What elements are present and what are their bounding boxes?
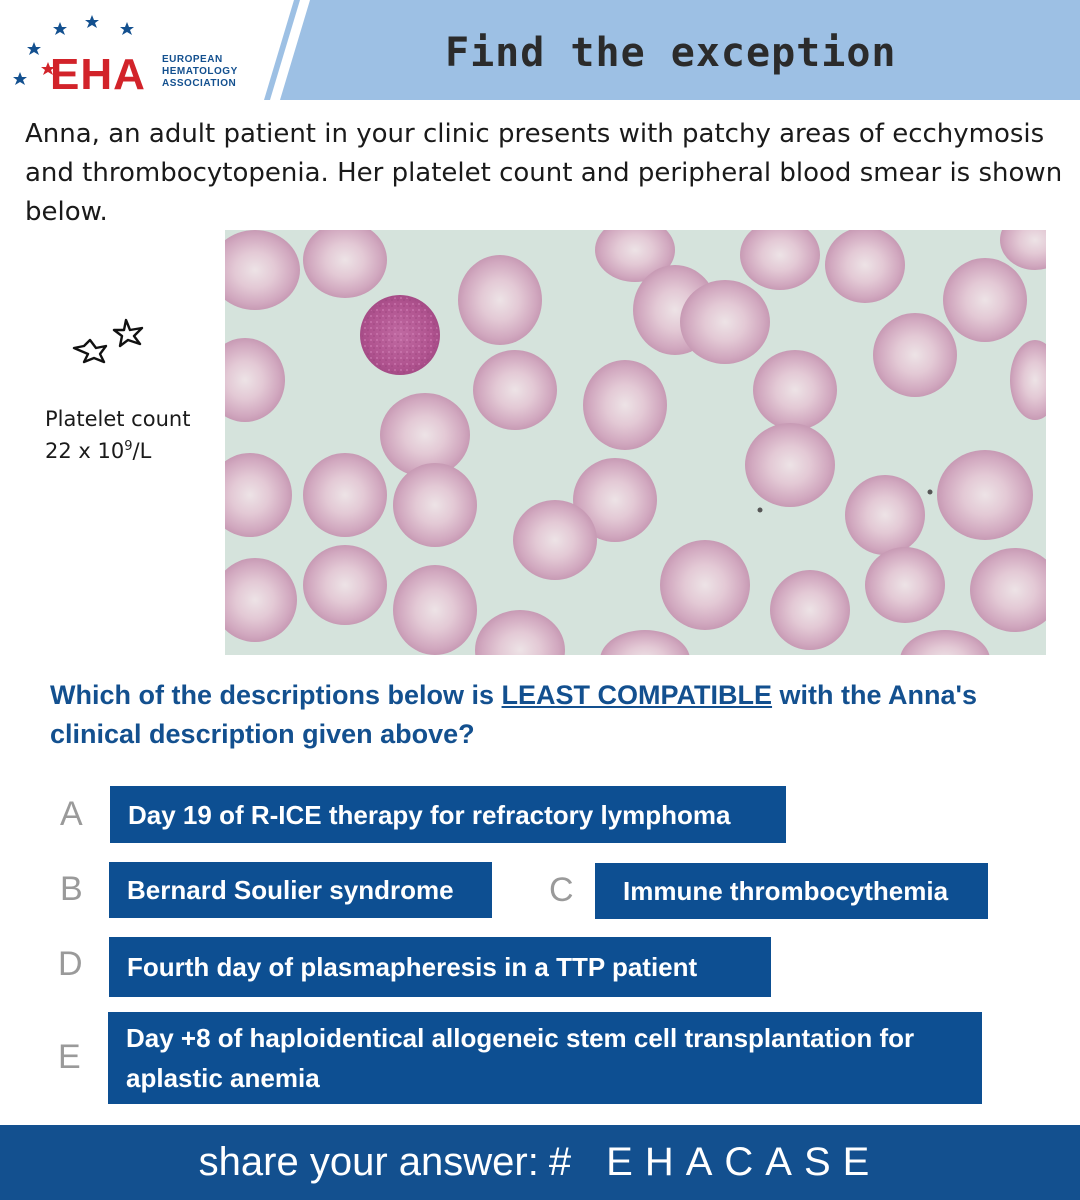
option-a-button[interactable] [110,786,786,843]
option-letter-e: E [58,1038,81,1076]
option-d-button[interactable] [109,937,771,997]
eha-logo [10,10,250,99]
option-letter-b: B [60,870,83,908]
option-e-label: Day +8 of haploidentical allogeneic stem cell transplantation for aplastic anemia [126,1023,915,1093]
question-emphasis: LEAST COMPATIBLE [501,680,773,710]
platelet-exponent: 9 [124,439,133,454]
footer-text [199,1140,882,1185]
option-letter-c: C [549,871,574,909]
option-c-label: Immune thrombocythemia [623,876,949,906]
option-b-label: Bernard Soulier syndrome [127,875,454,905]
logo-subtitle [162,54,238,90]
header [0,0,1080,100]
logo-line: ASSOCIATION [162,78,237,89]
logo-line: HEMATOLOGY [162,66,238,77]
logo-abbreviation: EHA [50,50,146,99]
footer-banner [0,1125,1080,1200]
sparkle-stars-icon [70,318,150,373]
logo-line: EUROPEAN [162,54,223,65]
question-after: with the Anna's clinical description given above? [50,680,977,749]
question-before: Which of the descriptions below is [50,680,502,710]
platelet-count-label: Platelet count [45,407,191,431]
question-text [50,676,1040,754]
hashtag-link[interactable]: # EHACASE [548,1140,882,1184]
platelet-unit: /L [132,439,152,463]
option-c-button[interactable] [595,863,988,919]
option-a-label: Day 19 of R-ICE therapy for refractory lymphoma [128,799,731,830]
case-description: Anna, an adult patient in your clinic presents with patchy areas of ecchymosis and thrombocytopenia. Her platelet count and peripheral blood smear is shown below. [25,119,1063,227]
blood-smear-image [225,230,1046,655]
platelet-count-value [45,439,151,463]
platelet-value: 22 x 10 [45,439,125,463]
page-title: Find the exception [445,30,897,76]
option-letter-a: A [60,795,83,833]
option-e-button[interactable] [108,1012,982,1104]
footer-prefix: share your answer: [198,1140,539,1184]
option-letter-d: D [58,945,83,983]
option-d-label: Fourth day of plasmapheresis in a TTP patient [127,952,698,982]
option-b-button[interactable] [109,862,492,918]
